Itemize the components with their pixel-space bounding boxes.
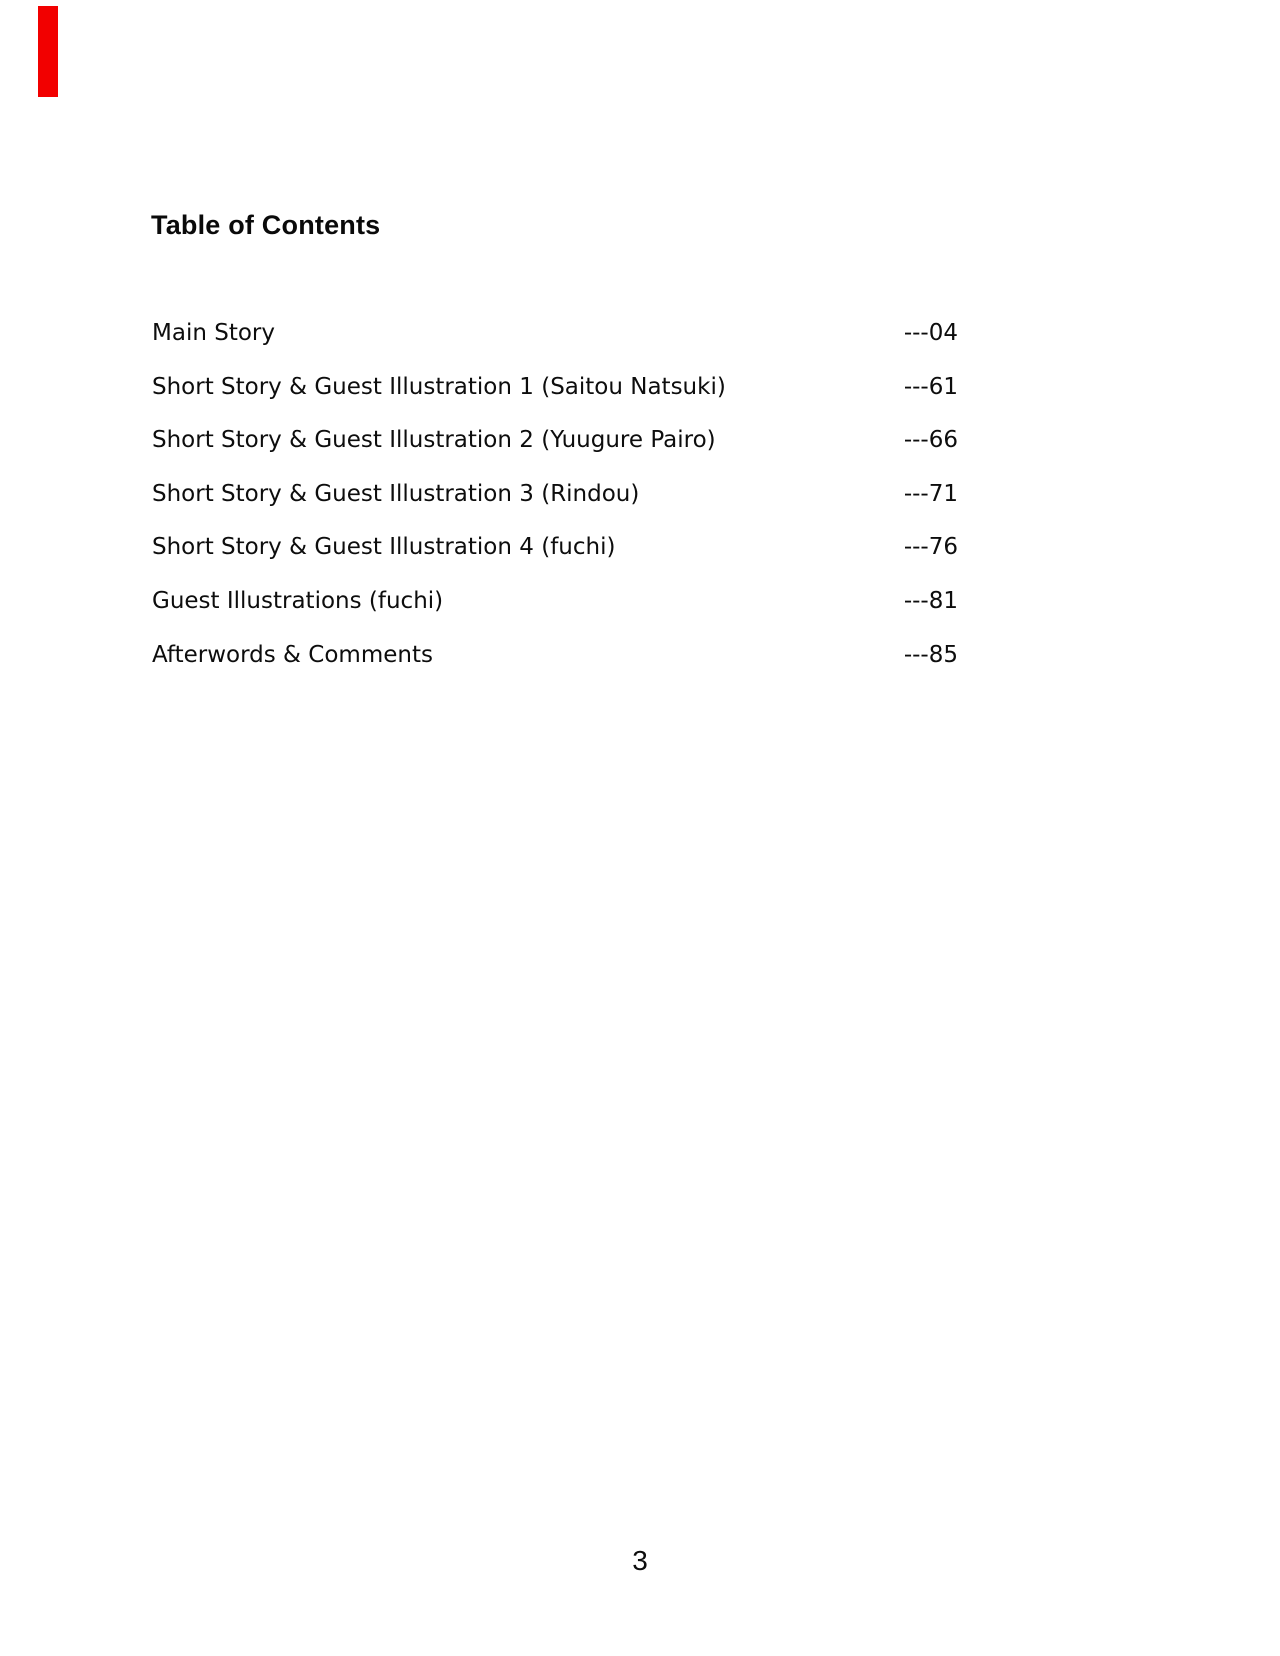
toc-entry-label: Short Story & Guest Illustration 3 (Rindou) <box>152 480 640 507</box>
toc-entry-label: Short Story & Guest Illustration 2 (Yuugure Pairo) <box>152 427 716 454</box>
toc-entry <box>152 629 958 683</box>
toc-entry <box>152 468 958 522</box>
toc-entry-page-ref: ---66 <box>903 427 958 454</box>
toc-entry <box>152 575 958 629</box>
toc-entry-page-ref: ---71 <box>903 480 958 507</box>
toc-entry-label: Short Story & Guest Illustration 4 (fuchi) <box>152 534 616 561</box>
toc-entry-page-ref: ---04 <box>903 320 958 346</box>
toc-entry <box>152 361 958 415</box>
toc-entry-label: Main Story <box>152 320 275 346</box>
footer-page-number: 3 <box>632 1545 648 1576</box>
toc-entry-page-ref: ---85 <box>903 641 958 668</box>
toc-list <box>152 307 958 682</box>
toc-entry <box>152 307 958 361</box>
toc-entry-page-ref: ---81 <box>903 587 958 614</box>
toc-entry <box>152 414 958 468</box>
toc-entry-label: Short Story & Guest Illustration 1 (Saitou Natsuki) <box>152 373 726 400</box>
red-margin-mark <box>38 6 58 97</box>
toc-entry-page-ref: ---76 <box>903 534 958 561</box>
toc-entry-label: Guest Illustrations (fuchi) <box>152 587 444 614</box>
toc-entry-page-ref: ---61 <box>903 373 958 400</box>
toc-entry-label: Afterwords & Comments <box>152 641 433 668</box>
toc-entry <box>152 521 958 575</box>
page-title: Table of Contents <box>151 210 381 240</box>
